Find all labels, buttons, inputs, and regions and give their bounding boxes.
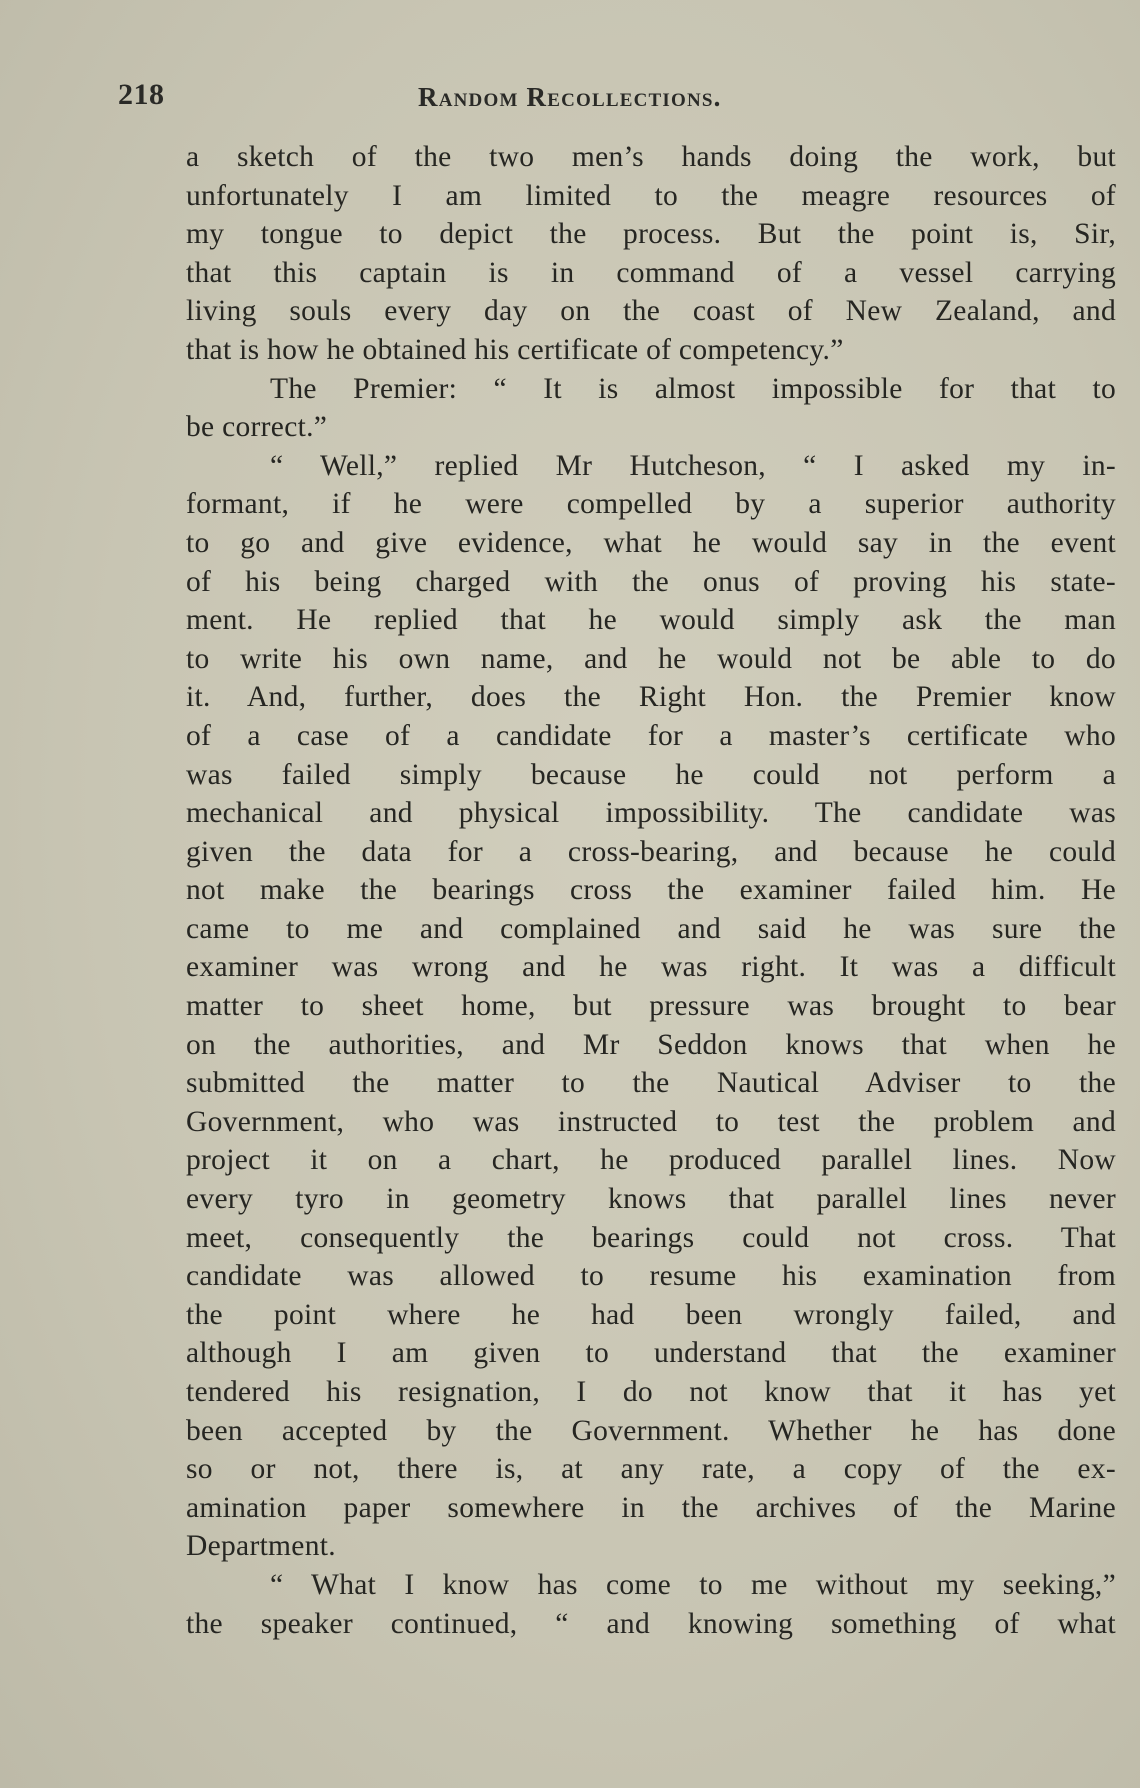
text-line: living souls every day on the coast of New Zealand, and [186,295,1116,328]
text-line: unfortunately I am limited to the meagre resources of [186,179,1116,212]
running-head: Random Recollections. [418,82,722,112]
text-line: it. And, further, does the Right Hon. the Premier know [186,681,1116,714]
text-line: matter to sheet home, but pressure was brought to bear [186,990,1116,1023]
text-line: of a case of a candidate for a master’s certificate who [186,719,1116,752]
text-line: The Premier: “ It is almost impossible for that to [270,372,1116,405]
text-line: tendered his resignation, I do not know that it has yet [186,1376,1116,1408]
text-line: of his being charged with the onus of proving his state- [186,565,1116,598]
text-line: the point where he had been wrongly failed, and [186,1298,1116,1331]
text-line: was failed simply because he could not perform a [186,758,1116,791]
text-line: mechanical and physical impossibility. The candidate was [186,797,1116,830]
text-line: “ Well,” replied Mr Hutcheson, “ I asked my in- [270,449,1116,482]
text-line: project it on a chart, he produced parallel lines. Now [186,1144,1116,1177]
text-line: although I am given to understand that the examiner [186,1337,1116,1370]
text-line: that this captain is in command of a vessel carrying [186,256,1116,289]
text-line: Department. [186,1530,336,1563]
text-line: to go and give evidence, what he would say in the event [186,526,1116,559]
text-line: given the data for a cross-bearing, and because he could [186,835,1116,868]
text-line: ment. He replied that he would simply ask the man [186,604,1116,637]
text-line: submitted the matter to the Nautical Adviser to the [186,1067,1116,1100]
text-line: came to me and complained and said he was sure the [186,912,1116,945]
page-header [118,78,1048,118]
text-line: be correct.” [186,411,328,444]
page-number: 218 [118,78,165,111]
text-line: “ What I know has come to me without my seeking,” [270,1568,1116,1601]
text-line: my tongue to depict the process. But the point is, Sir, [186,218,1116,251]
text-line: examiner was wrong and he was right. It was a difficult [186,951,1116,984]
text-line: that is how he obtained his certificate of competency.” [186,333,844,366]
text-line: meet, consequently the bearings could not cross. That [186,1221,1116,1254]
text-line: the speaker continued, “ and knowing something of what [186,1607,1116,1640]
text-line: amination paper somewhere in the archives of the Marine [186,1491,1116,1524]
text-line: candidate was allowed to resume his examination from [186,1260,1116,1293]
text-line: not make the bearings cross the examiner failed him. He [186,874,1116,907]
text-line: a sketch of the two men’s hands doing the work, but [186,141,1116,173]
text-line: formant, if he were compelled by a superior authority [186,488,1116,521]
text-line: on the authorities, and Mr Seddon knows that when he [186,1028,1116,1061]
text-line: Government, who was instructed to test the problem and [186,1105,1116,1138]
text-line: to write his own name, and he would not be able to do [186,642,1116,675]
text-line: every tyro in geometry knows that parallel lines never [186,1183,1116,1216]
body-text [186,138,1116,1643]
text-line: so or not, there is, at any rate, a copy of the ex- [186,1453,1116,1486]
text-line: been accepted by the Government. Whether he has done [186,1414,1116,1447]
